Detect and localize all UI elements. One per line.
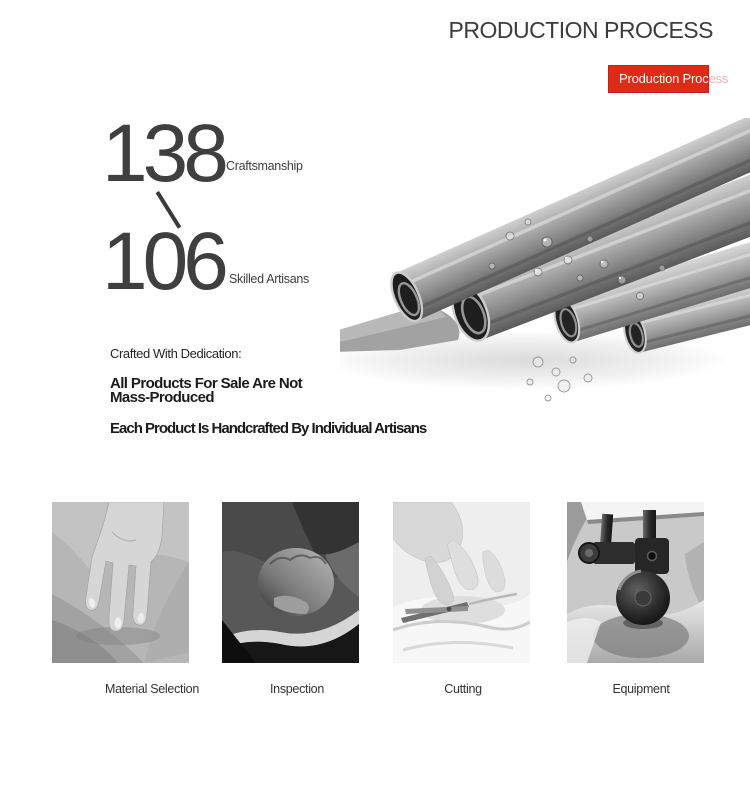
inspection-photo [222,502,359,663]
artisans-count: 106 [102,216,224,307]
inspection-label: Inspection [270,682,324,696]
not-mass-produced-text [110,377,302,405]
cutting-photo [393,502,530,663]
page-title: PRODUCTION PROCESS [448,17,713,43]
production-process-tab[interactable] [608,65,729,93]
craftsmanship-label: Craftsmanship [226,159,303,173]
cutting-label: Cutting [444,682,482,696]
claim-line1: All Products For Sale Are Not [110,375,303,392]
claim-line2: Mass-Produced [110,389,214,406]
material-selection-photo [52,502,189,663]
material-selection-label: Material Selection [105,682,199,696]
craftsmanship-count: 138 [102,108,224,199]
dedication-intro-text: Crafted With Dedication: [110,346,242,361]
equipment-label: Equipment [612,682,670,696]
equipment-photo [567,502,704,663]
handcrafted-text: Each Product Is Handcrafted By Individual Artisans [110,420,427,437]
artisans-label: Skilled Artisans [229,272,309,286]
fabric-rolls-photo [340,118,750,408]
production-process-tab-label: Production Process [619,66,728,92]
